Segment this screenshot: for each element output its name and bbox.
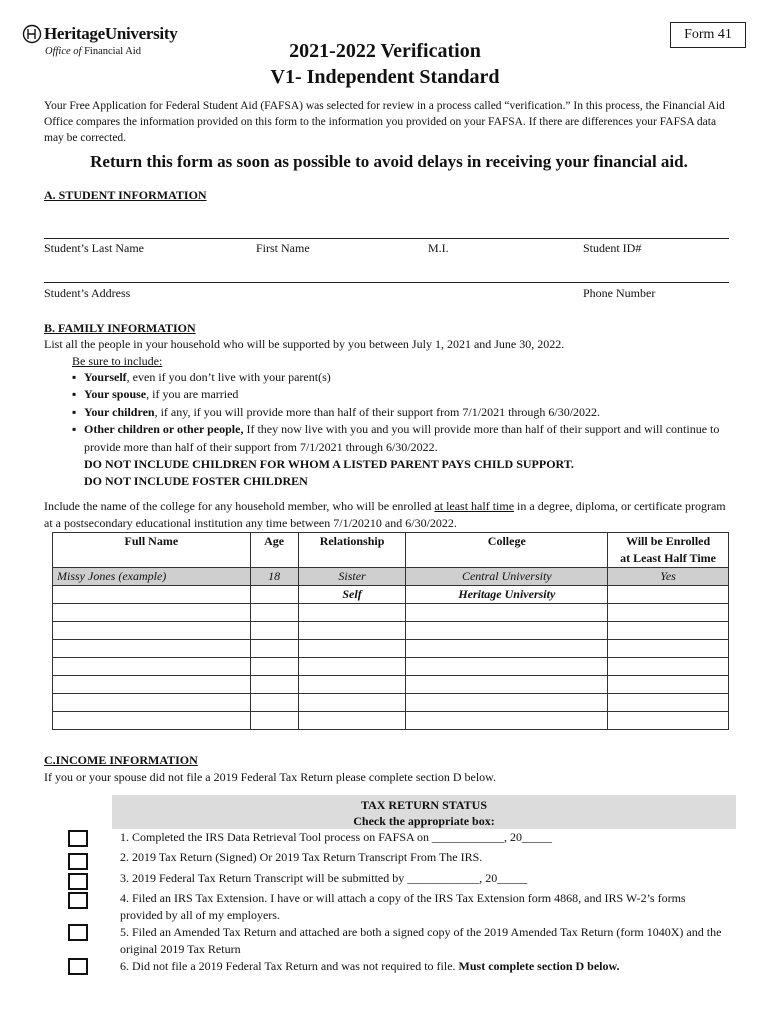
table-row[interactable] <box>53 676 729 694</box>
cell-relationship[interactable] <box>298 694 406 712</box>
college-note: Include the name of the college for any household member, who will be enrolled at least half time in a degree, diploma, or certificate program at a postsecondary educational institution any time between 7/1/20210 and 6/30/2022. <box>44 499 726 530</box>
student-id-label: Student ID# <box>583 241 642 255</box>
cell-name[interactable] <box>53 658 251 676</box>
section-a-heading: A. STUDENT INFORMATION <box>44 188 207 202</box>
cell-name[interactable] <box>53 694 251 712</box>
cell-college: Central University <box>406 568 608 586</box>
cell-relationship[interactable] <box>298 676 406 694</box>
option-5-label: 5. Filed an Amended Tax Return and attached are both a signed copy of the 2019 Amended Tax Return (form 1040X) and the original 2019 Tax Return <box>120 925 722 956</box>
student-name-line[interactable] <box>44 238 729 239</box>
table-row[interactable] <box>53 640 729 658</box>
tax-status-header: TAX RETURN STATUS Check the appropriate box: <box>112 795 736 829</box>
cell-college[interactable] <box>406 676 608 694</box>
logo-subtitle: Office of Financial Aid <box>45 46 141 57</box>
cell-age[interactable] <box>250 676 298 694</box>
cell-age[interactable] <box>250 586 298 604</box>
list-item: ▪ Other children or other people, If they now live with you and you will provide more than half of their support and will continue to provide more than half of their support from 7/1/2021 through 6/30/2022. <box>72 421 722 456</box>
option-1-checkbox[interactable] <box>68 830 88 847</box>
list-item: ▪ Your children, if any, if you will provide more than half of their support from 7/1/2021 through 6/30/2022. <box>72 404 722 421</box>
table-row[interactable] <box>53 658 729 676</box>
cell-enrolled[interactable] <box>608 676 729 694</box>
table-row[interactable] <box>53 604 729 622</box>
option-6-checkbox[interactable] <box>68 958 88 975</box>
cell-enrolled[interactable] <box>608 622 729 640</box>
cell-name[interactable] <box>53 676 251 694</box>
cell-name[interactable] <box>53 712 251 730</box>
cell-college[interactable] <box>406 658 608 676</box>
phone-label: Phone Number <box>583 286 656 300</box>
intro-paragraph: Your Free Application for Federal Student Aid (FAFSA) was selected for review in a process called “verification.” In this process, the Financial Aid Office compares the information provided on this form to the information you provided on your FAFSA. If there are differences your FAFSA data may be corrected. <box>44 100 725 144</box>
cell-enrolled[interactable] <box>608 604 729 622</box>
col-full-name: Full Name <box>53 533 251 568</box>
cell-relationship[interactable] <box>298 622 406 640</box>
cell-name[interactable] <box>53 604 251 622</box>
cell-enrolled[interactable] <box>608 640 729 658</box>
heritage-logo <box>22 22 202 62</box>
first-name-label: First Name <box>256 241 310 255</box>
student-address-line[interactable] <box>44 282 729 283</box>
cell-relationship: Sister <box>298 568 406 586</box>
option-4-checkbox[interactable] <box>68 892 88 909</box>
cell-age[interactable] <box>250 604 298 622</box>
cell-college: Heritage University <box>406 586 608 604</box>
income-note: If you or your spouse did not file a 2019 Federal Tax Return please complete section D below. <box>44 770 497 784</box>
cell-age[interactable] <box>250 694 298 712</box>
table-row-example <box>53 568 729 586</box>
heritage-logo-icon <box>22 24 42 44</box>
option-3-label: 3. 2019 Federal Tax Return Transcript will be submitted by ____________, 20_____ <box>120 871 528 885</box>
mi-label: M.I. <box>428 241 449 255</box>
family-table <box>52 532 729 730</box>
list-item: ▪ Yourself, even if you don’t live with your parent(s) <box>72 369 722 386</box>
cell-relationship: Self <box>298 586 406 604</box>
form-number-badge: Form 41 <box>670 22 746 48</box>
cell-name[interactable] <box>53 640 251 658</box>
cell-name[interactable] <box>53 622 251 640</box>
option-6-label: 6. Did not file a 2019 Federal Tax Return and was not required to file. Must complete section D below. <box>120 959 620 973</box>
col-relationship: Relationship <box>298 533 406 568</box>
col-college: College <box>406 533 608 568</box>
cell-college[interactable] <box>406 622 608 640</box>
cell-relationship[interactable] <box>298 658 406 676</box>
col-age: Age <box>250 533 298 568</box>
household-list-intro: List all the people in your household who will be supported by you between July 1, 2021 and June 30, 2022. <box>44 337 565 351</box>
return-note: Return this form as soon as possible to avoid delays in receiving your financial aid. <box>90 152 688 171</box>
address-label: Student’s Address <box>44 286 131 300</box>
table-row-self[interactable] <box>53 586 729 604</box>
cell-college[interactable] <box>406 604 608 622</box>
cell-age[interactable] <box>250 712 298 730</box>
table-row[interactable] <box>53 622 729 640</box>
cell-enrolled[interactable] <box>608 694 729 712</box>
be-sure-label: Be sure to include: <box>72 354 163 368</box>
logo-name: HeritageUniversity <box>44 24 178 43</box>
cell-name[interactable] <box>53 586 251 604</box>
option-2-checkbox[interactable] <box>68 853 88 870</box>
cell-college[interactable] <box>406 640 608 658</box>
list-item: ▪ Your spouse, if you are married <box>72 386 722 403</box>
cell-relationship[interactable] <box>298 640 406 658</box>
cell-college[interactable] <box>406 712 608 730</box>
cell-college[interactable] <box>406 694 608 712</box>
page-title: 2021-2022 Verification V1- Independent Standard <box>270 40 500 88</box>
cell-age: 18 <box>250 568 298 586</box>
cell-name: Missy Jones (example) <box>53 568 251 586</box>
include-list <box>72 369 722 491</box>
option-3-checkbox[interactable] <box>68 873 88 890</box>
cell-enrolled[interactable] <box>608 712 729 730</box>
option-1-label: 1. Completed the IRS Data Retrieval Tool process on FAFSA on ____________, 20_____ <box>120 830 553 844</box>
table-row[interactable] <box>53 712 729 730</box>
table-row[interactable] <box>53 694 729 712</box>
cell-enrolled: Yes <box>608 568 729 586</box>
cell-relationship[interactable] <box>298 604 406 622</box>
exclusion-foster: DO NOT INCLUDE FOSTER CHILDREN <box>84 474 308 489</box>
last-name-label: Student’s Last Name <box>44 241 144 255</box>
option-2-label: 2. 2019 Tax Return (Signed) Or 2019 Tax Return Transcript From The IRS. <box>120 850 483 864</box>
table-header-row <box>53 533 729 568</box>
option-4-label: 4. Filed an IRS Tax Extension. I have or will attach a copy of the IRS Tax Extension form 4868, and IRS W-2’s forms provided by all of my employers. <box>120 891 686 922</box>
option-5-checkbox[interactable] <box>68 924 88 941</box>
section-b-heading: B. FAMILY INFORMATION <box>44 321 196 335</box>
cell-age[interactable] <box>250 658 298 676</box>
cell-enrolled[interactable] <box>608 586 729 604</box>
exclusion-child-support: DO NOT INCLUDE CHILDREN FOR WHOM A LISTED PARENT PAYS CHILD SUPPORT. <box>84 457 574 472</box>
section-c-heading: C.INCOME INFORMATION <box>44 753 198 767</box>
cell-relationship[interactable] <box>298 712 406 730</box>
cell-age[interactable] <box>250 640 298 658</box>
col-enrolled: Will be Enrolled at Least Half Time <box>608 533 729 568</box>
cell-enrolled[interactable] <box>608 658 729 676</box>
cell-age[interactable] <box>250 622 298 640</box>
